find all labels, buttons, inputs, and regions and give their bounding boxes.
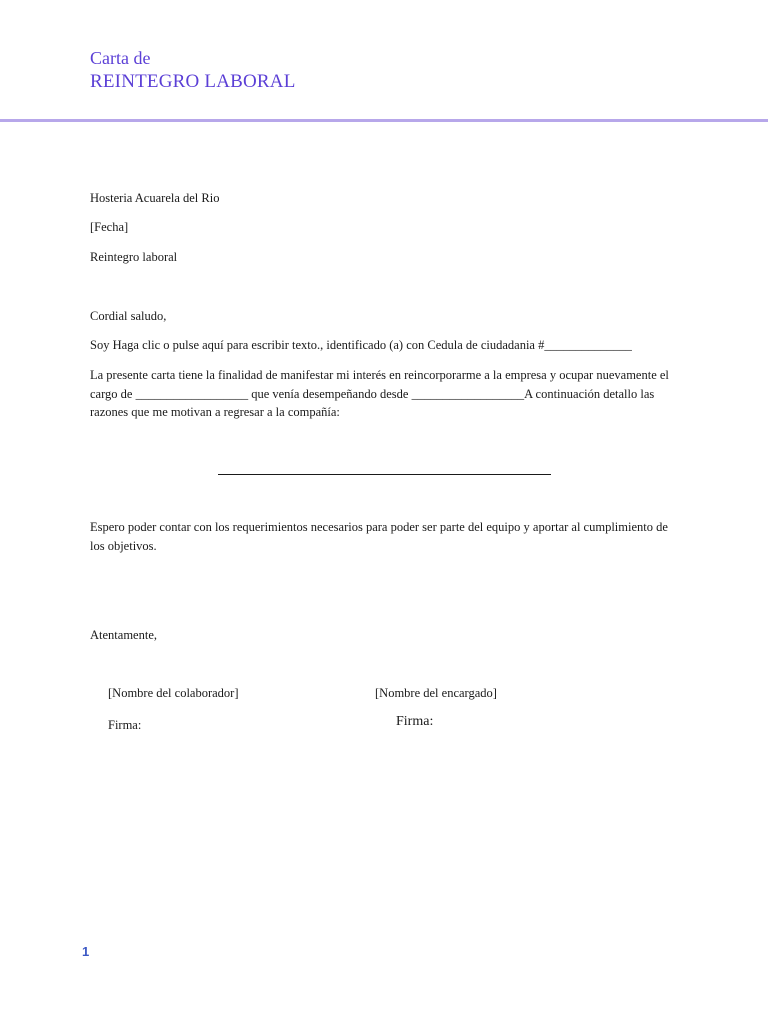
date-placeholder: [Fecha] — [90, 220, 129, 234]
company-name: Hosteria Acuarela del Rio — [90, 191, 220, 205]
subject-line: Reintegro laboral — [90, 250, 178, 264]
closing: Atentamente, — [90, 628, 157, 642]
greeting: Cordial saludo, — [90, 309, 167, 323]
blank-reasons-line — [218, 474, 551, 475]
page-number: 1 — [82, 944, 90, 959]
signature-label-right: Firma: — [396, 714, 434, 729]
body-paragraph-1: La presente carta tiene la finalidad de manifestar mi interés en reincorporarme a la empresa y ocupar nuevamente el cargo de __________________ que venía desempeñando desde __________________A continuación detallo las razones que me motivan a regresar a la compañía: — [90, 368, 669, 419]
body-paragraph-2: Espero poder contar con los requerimientos necesarios para poder ser parte del equipo y aportar al cumplimiento de los objetivos. — [90, 520, 668, 553]
manager-name-placeholder: [Nombre del encargado] — [375, 686, 497, 700]
header-divider — [0, 119, 768, 122]
title-line-1: Carta de — [90, 48, 151, 68]
intro-paragraph: Soy Haga clic o pulse aquí para escribir texto., identificado (a) con Cedula de ciudadania #______________ — [90, 338, 632, 352]
collaborator-name-placeholder: [Nombre del colaborador] — [108, 686, 239, 700]
title-line-2: REINTEGRO LABORAL — [90, 71, 296, 92]
signature-label-left: Firma: — [108, 718, 142, 732]
